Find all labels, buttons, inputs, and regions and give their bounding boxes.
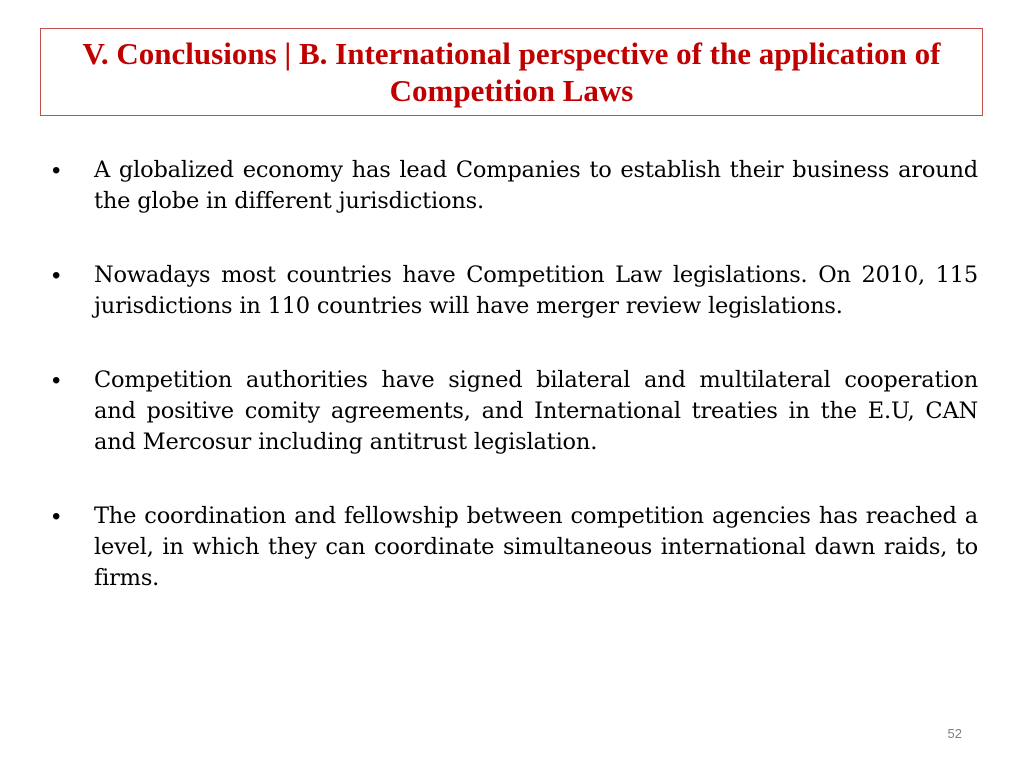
- bullet-item: [52, 501, 978, 594]
- bullet-text: A globalized economy has lead Companies to establish their business around the globe in different jurisdictions.: [94, 157, 978, 214]
- bullet-point-icon: •: [52, 157, 61, 184]
- bullet-text: Nowadays most countries have Competition Law legislations. On 2010, 115 jurisdictions in 110 countries will have merger review legislations.: [94, 262, 978, 319]
- title-box: [40, 28, 983, 116]
- bullet-point-icon: •: [52, 503, 61, 530]
- bullet-list: [52, 155, 978, 637]
- bullet-text: Competition authorities have signed bilateral and multilateral cooperation and positive comity agreements, and International treaties in the E.U, CAN and Mercosur including antitrust legislation.: [94, 367, 978, 455]
- page-number: 52: [947, 726, 962, 741]
- bullet-item: [52, 155, 978, 217]
- slide-title: V. Conclusions | B. International perspective of the application of Competition Laws: [82, 36, 941, 108]
- bullet-point-icon: •: [52, 262, 61, 289]
- bullet-item: [52, 365, 978, 458]
- bullet-text: The coordination and fellowship between competition agencies has reached a level, in which they can coordinate simultaneous international dawn raids, to firms.: [94, 503, 978, 591]
- bullet-item: [52, 260, 978, 322]
- bullet-point-icon: •: [52, 367, 61, 394]
